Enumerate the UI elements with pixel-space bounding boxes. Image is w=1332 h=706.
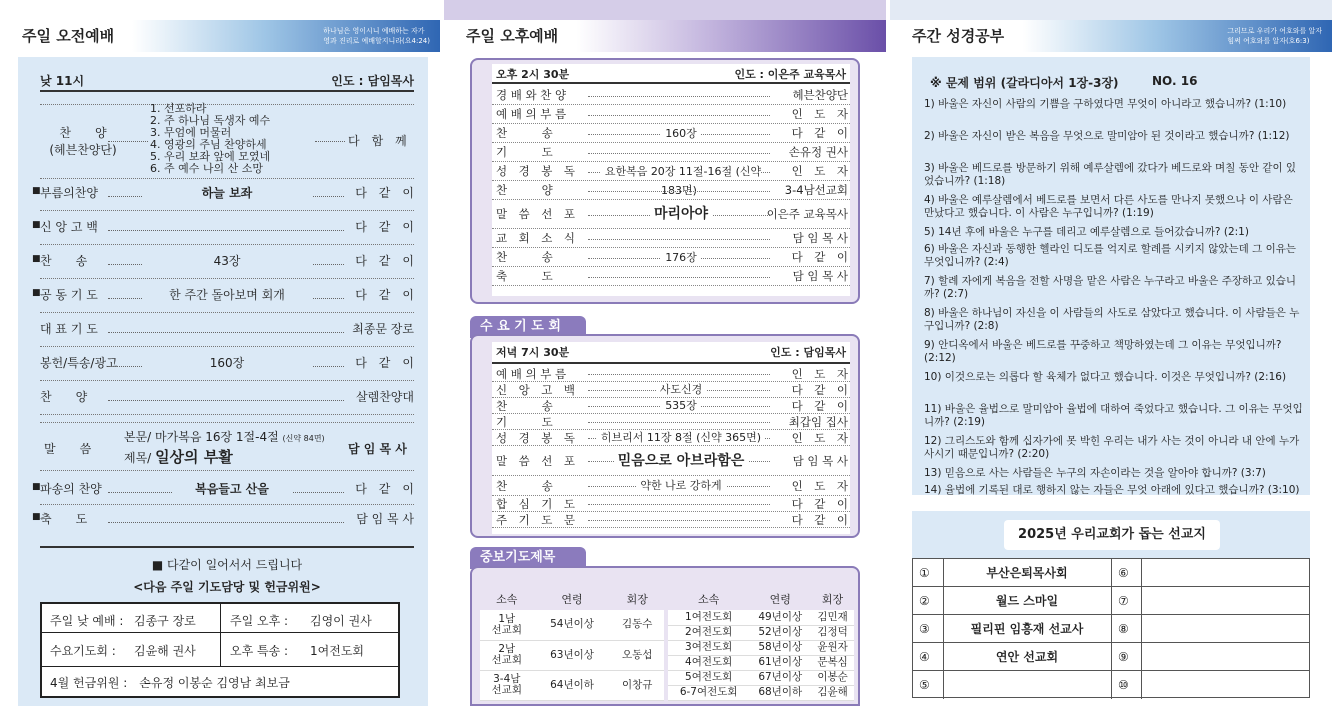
table-header (668, 588, 854, 610)
divider (1111, 559, 1112, 587)
verse: 그리므로 우리가 여호와를 알자 (1227, 27, 1322, 35)
table-cell: 1남 선교회 (480, 610, 534, 640)
mission-row (913, 671, 1309, 699)
wed-tab: 수 요 기 도 회 (470, 316, 586, 338)
divider (40, 210, 414, 211)
table-cell: 오동섭 (610, 640, 664, 670)
row-detail-text: 160장 (661, 127, 701, 140)
table-cell: 64년이하 (534, 670, 611, 700)
item-label: 축 도 (40, 512, 88, 526)
row-by: 헤븐찬양단 (792, 88, 848, 102)
row-label: 축 도 (496, 269, 553, 283)
order-item (32, 252, 416, 272)
mission-number: ⑥ (1118, 566, 1129, 580)
prayer-table-right (668, 588, 854, 701)
page-title: 주일 오후예배 (466, 27, 559, 45)
mission-row (913, 643, 1309, 671)
row-detail-text: 믿음으로 아브라함은 (614, 453, 749, 469)
table-cell: 문복심 (811, 655, 854, 670)
row-label: 교 회 소 식 (496, 231, 575, 245)
row-by: 다 같 이 (791, 513, 848, 527)
order-item (32, 354, 416, 374)
table-cell: 2남 선교회 (480, 640, 534, 670)
question: 2) 바울은 자신이 받은 복음을 무엇으로 말미암아 된 것이라고 했습니까? (1:12) (924, 130, 1290, 142)
question: 11) 바울은 율법으로 말미암아 율법에 대하여 죽었다고 했습니다. 그 이유는 무엇입니까? (2:19) (924, 403, 1303, 428)
table-cell: 김동수 (610, 610, 664, 640)
table-cell: 68년이하 (749, 685, 811, 700)
row-label: 말 씀 선 포 (496, 454, 575, 468)
table-cell: 52년이상 (749, 625, 811, 640)
divider (1111, 587, 1112, 615)
standing-note: ■ 다같이 일어서서 드립니다 (151, 558, 303, 572)
leader-dots (108, 332, 344, 333)
sermon-title-label: 제목/ (124, 451, 152, 465)
divider (1111, 671, 1112, 699)
top-strip (890, 0, 1332, 20)
item-mark: ■ (32, 254, 41, 264)
row-detail-text: 히브리서 11장 8절 (신약 365면) (597, 431, 765, 444)
program-row (492, 124, 850, 143)
table-cell: 3-4남 선교회 (480, 670, 534, 700)
question: 10) 이것으로는 의롭다 할 육체가 없다고 했습니다. 이것은 무엇입니까? (2:16) (924, 371, 1287, 383)
program-row (492, 143, 850, 162)
row-by: 인 도 자 (791, 107, 848, 121)
sermon-title: 일상의 부활 (155, 448, 233, 466)
sermon-page: (신약 84면) (282, 434, 325, 443)
table-cell: 김정덕 (811, 625, 854, 640)
row-detail (592, 476, 770, 496)
row-label: 찬 송 (496, 126, 553, 140)
divider (1141, 671, 1142, 699)
mission-name: 필리핀 임흥재 선교사 (970, 622, 1084, 636)
row-detail-text: 마리아야 (650, 206, 712, 222)
header-study (890, 20, 1332, 52)
table-cell: 이창규 (610, 670, 664, 700)
leader-dots (588, 191, 770, 192)
item-detail: 하늘 보좌 (142, 184, 312, 201)
program-row (492, 414, 850, 430)
praise-song: 2. 주 하나님 독생자 예수 (150, 114, 271, 127)
divider (40, 414, 414, 415)
afternoon-box: 오후 2시 30분 인도 : 이은주 교육목사 경 배 와 찬 양 헤븐찬양단 예 배 의 부 름 인 도 자 찬 송 160장 다 같 이 기 도 손유정 권사 성 경 봉 독 요한복음 20장 11절-16절 (신약 183면) 인 도 자 찬 양 3-4남선교회 말 씀 선 포 마리아야 이은주 교육목사 교 회 소 식 담 임 목 사 찬 송 176장 다 같 이 축 도 담 임 목 사 (470, 58, 860, 304)
table-cell: 2여전도회 (668, 625, 749, 640)
item-by: 담 임 목 사 (356, 512, 414, 526)
row-detail-text: 사도신경 (656, 383, 707, 396)
row-detail (592, 430, 770, 446)
leader-dots (108, 230, 344, 231)
praise-list (150, 103, 270, 175)
item-mark: ■ (32, 186, 41, 196)
row-label: 찬 송 (496, 399, 553, 413)
table-row (480, 640, 664, 670)
item-detail: 복음들고 산을 (172, 480, 292, 497)
order-item (32, 184, 416, 204)
item-mark: ■ (32, 512, 41, 522)
mission-number: ② (919, 594, 930, 608)
row-label: 예 배 의 부 름 (496, 367, 567, 381)
divider (40, 244, 414, 245)
divider (1141, 643, 1142, 671)
mission-number: ⑦ (1118, 594, 1129, 608)
table-row (668, 685, 854, 700)
table-cell: 1여전도회 (668, 610, 749, 625)
table-cell: 54년이상 (534, 610, 611, 640)
question: 7) 할례 자에게 복음을 전할 사명을 맡은 사람은 누구라고 바울은 주장하고 있습니까? (2:7) (924, 275, 1297, 300)
row-label: 기 도 (496, 415, 553, 429)
verse: 힘써 여호와를 알자(호6:3) (1227, 37, 1310, 45)
program-row (492, 181, 850, 200)
leader-dots (108, 400, 344, 401)
item-detail: 43장 (142, 252, 312, 269)
study-number: NO. 16 (1152, 74, 1198, 88)
header-morning (0, 20, 440, 52)
order-item (32, 286, 416, 306)
row-by: 이은주 교육목사 (766, 207, 848, 221)
order-item (32, 510, 416, 530)
row-detail (592, 124, 770, 143)
page-title: 주일 오전예배 (22, 27, 115, 45)
service-time: 낮 11시 (40, 74, 85, 88)
row-detail (592, 446, 770, 476)
row-by: 인 도 자 (791, 479, 848, 493)
question: 6) 바울은 자신과 동행한 헬라인 디도를 억지로 할례를 시키지 않았는데 그 이유는 무엇입니까? (2:4) (924, 243, 1297, 268)
item-label: 찬 송 (40, 254, 88, 268)
program-row (492, 200, 850, 229)
table-row (668, 655, 854, 670)
leader-dots (588, 374, 770, 375)
mission-number: ③ (919, 622, 930, 636)
divider (40, 312, 414, 313)
study-range: ※ 문제 범위 (갈라디아서 1장-3장) (930, 76, 1119, 90)
row-detail (592, 398, 770, 414)
row-label: 기 도 (496, 145, 553, 159)
row-label: 주 기 도 문 (496, 513, 575, 527)
row-by: 인 도 자 (791, 164, 848, 178)
program-row (492, 512, 850, 528)
mission-row (913, 587, 1309, 615)
header-afternoon (444, 20, 886, 52)
program-row (492, 267, 850, 286)
table-row (668, 610, 854, 625)
sermon-text: 본문/ 마가복음 16장 1절-4절 (124, 430, 279, 444)
row-label: 신 앙 고 백 (496, 383, 575, 397)
item-by: 다 같 이 (355, 356, 414, 370)
mission-name: 월드 스마일 (995, 594, 1059, 608)
divider (40, 380, 414, 381)
row-by: 담 임 목 사 (792, 454, 848, 468)
table-cell: 윤원자 (811, 640, 854, 655)
row-label: 예 배 의 부 름 (496, 107, 567, 121)
row-by: 다 같 이 (791, 383, 848, 397)
item-label: 대 표 기 도 (40, 322, 98, 336)
table-cell: 4여전도회 (668, 655, 749, 670)
mission-number: ⑤ (919, 678, 930, 692)
item-label: 봉헌/특송/광고 (40, 356, 118, 370)
verse: 영과 진리로 예배할지니라(요4:24) (323, 37, 430, 45)
row-detail-text: 535장 (661, 399, 701, 412)
divider (1141, 615, 1142, 643)
column-header: 연령 (561, 593, 583, 606)
row-by: 다 같 이 (791, 126, 848, 140)
program-row (492, 430, 850, 446)
table-cell: 5여전도회 (668, 670, 749, 685)
service-leader: 인도 : 담임목사 (331, 74, 414, 88)
mission-number: ⑩ (1118, 678, 1129, 692)
row-label: 성 경 봉 독 (496, 164, 575, 178)
row-label: 찬 송 (496, 479, 553, 493)
program-row (492, 86, 850, 105)
praise-song: 1. 선포하라 (150, 102, 207, 115)
table-header (480, 588, 664, 610)
item-label: 찬 양 (40, 390, 88, 404)
mission-title: 2025년 우리교회가 돕는 선교지 (1004, 520, 1220, 550)
table-cell: 63년이상 (534, 640, 611, 670)
program-row (492, 105, 850, 124)
row-detail-text: 176장 (661, 251, 701, 264)
row-by: 다 같 이 (791, 399, 848, 413)
program-row (492, 496, 850, 512)
duty-table: 주일 낮 예배 : 김종구 장로 주일 오후 : 김영이 권사 수요기도회 : 김윤해 권사 오후 특송 : 1여전도회 4월 헌금위원 : 손유정 이봉순 김영남 최보금 (40, 602, 400, 698)
row-by: 3-4남선교회 (784, 183, 848, 197)
mission-number: ⑧ (1118, 622, 1129, 636)
item-label: 부름의찬양 (40, 186, 98, 200)
table-cell: 61년이상 (749, 655, 811, 670)
question: 1) 바울은 자신이 사람의 기쁨을 구하였다면 무엇이 아니라고 했습니까? (1:10) (924, 98, 1287, 110)
verse: 하나님은 영이시니 예배하는 자가 (323, 27, 425, 35)
question: 4) 바울은 예루살렘에서 베드로를 보면서 다른 사도를 만나지 못했으나 이 사람은 만났다고 했습니다. 이 사람은 누구입니까? (1:19) (924, 194, 1293, 219)
row-by: 인 도 자 (791, 367, 848, 381)
leader-dots (588, 96, 770, 97)
praise-by: 다 함 께 (348, 134, 407, 148)
program-row (492, 476, 850, 496)
row-label: 말 씀 선 포 (496, 207, 575, 221)
leader-dots (108, 522, 344, 523)
leader-dots (588, 277, 770, 278)
item-mark: ■ (32, 288, 41, 298)
row-detail (592, 382, 770, 398)
item-by: 다 같 이 (355, 254, 414, 268)
program-row (492, 382, 850, 398)
order-item (32, 320, 416, 340)
praise-song: 6. 주 예수 나의 산 소망 (150, 162, 263, 175)
item-label: 신 앙 고 백 (40, 220, 98, 234)
divider (1141, 587, 1142, 615)
prayer-table-left (480, 588, 664, 701)
mission-number: ① (919, 566, 930, 580)
program-row (492, 398, 850, 414)
service-time-row (40, 72, 414, 89)
question: 9) 안디옥에서 바울은 베드로를 꾸중하고 책망하였는데 그 이유는 무엇입니까? (2:12) (924, 339, 1282, 364)
column-header: 연령 (769, 593, 791, 606)
table-cell: 김민재 (811, 610, 854, 625)
leader-dots (588, 239, 770, 240)
mission-row (913, 559, 1309, 587)
prayer-box (470, 566, 860, 706)
question: 5) 14년 후에 바울은 누구를 데리고 예루살렘으로 들어갔습니까? (2:1) (924, 226, 1249, 238)
column-header: 회장 (626, 593, 648, 606)
row-label: 찬 송 (496, 250, 553, 264)
row-by: 최갑임 집사 (788, 415, 848, 429)
mission-number: ⑨ (1118, 650, 1129, 664)
order-item (32, 218, 416, 238)
row-label: 성 경 봉 독 (496, 431, 575, 445)
mission-number: ④ (919, 650, 930, 664)
row-by: 다 같 이 (791, 250, 848, 264)
next-duty-title: <다음 주일 기도담당 및 헌금위원> (133, 580, 321, 594)
question: 13) 믿음으로 사는 사람들은 누구의 자손이라는 것을 알아야 합니까? (3:7) (924, 467, 1266, 479)
praise-label: 찬 양 (59, 126, 107, 140)
table-cell: 김윤해 (811, 685, 854, 700)
table-row (668, 640, 854, 655)
praise-song: 4. 영광의 주님 찬양하세 (150, 138, 267, 151)
row-detail (592, 200, 770, 229)
item-label: 공 동 기 도 (40, 288, 98, 302)
item-by: 다 같 이 (355, 482, 414, 496)
item-mark: ■ (32, 482, 41, 492)
wednesday-box: 저녁 7시 30분 인도 : 담임목사 예 배 의 부 름 인 도 자 신 앙 고 백 사도신경 다 같 이 찬 송 535장 다 같 이 기 도 최갑임 집사 성 경 봉 독 히브리서 11장 8절 (신약 365면) 인 도 자 말 씀 선 포 믿음으로 아브라함은 담 임 목 사 찬 송 약한 나로 강하게 인 도 자 합 심 기 도 다 같 이 주 기 도 문 다 같 이 (470, 334, 860, 538)
table-cell: 49년이상 (749, 610, 811, 625)
column-header: 소속 (496, 593, 518, 606)
praise-song: 5. 우리 보좌 앞에 모였네 (150, 150, 271, 163)
page-title: 주간 성경공부 (912, 27, 1005, 45)
praise-sub: (헤븐찬양단) (49, 143, 117, 157)
program-row (492, 366, 850, 382)
prayer-tab: 중보기도제목 (470, 547, 586, 569)
leader-dots (588, 153, 770, 154)
row-by: 담 임 목 사 (792, 269, 848, 283)
divider (1111, 643, 1112, 671)
row-by: 다 같 이 (791, 497, 848, 511)
divider (1141, 559, 1142, 587)
order-item (32, 388, 416, 408)
item-by: 최종문 장로 (352, 322, 414, 336)
table-cell: 3여전도회 (668, 640, 749, 655)
leader-dots (588, 422, 770, 423)
item-by: 다 같 이 (355, 220, 414, 234)
mission-row (913, 615, 1309, 643)
divider (40, 346, 414, 347)
table-cell: 6-7여전도회 (668, 685, 749, 700)
row-detail-text: 약한 나로 강하게 (636, 479, 725, 492)
row-label: 합 심 기 도 (496, 497, 575, 511)
leader-dots (588, 504, 770, 505)
question: 12) 그리스도와 함께 십자가에 못 박힌 우리는 내가 사는 것이 아니라 내 안에 누가 사시기 때문입니까? (2:20) (924, 435, 1300, 460)
divider (1111, 615, 1112, 643)
sermon-label: 말 씀 (44, 442, 92, 456)
program-row (492, 248, 850, 267)
row-label: 경 배 와 찬 양 (496, 88, 567, 102)
divider (943, 671, 944, 699)
praise-song: 3. 무엄에 머물러 (150, 126, 232, 139)
question: 8) 바울은 하나님이 자신을 이 사람들의 사도로 삼았다고 했습니다. 이 사람들은 누구입니까? (2:8) (924, 307, 1300, 332)
question: 14) 율법에 기록된 대로 행하지 않는 자들은 무엇 아래에 있다고 했습니까? (3:10) (924, 484, 1300, 496)
divider (40, 504, 414, 505)
table-cell: 67년이상 (749, 670, 811, 685)
row-detail (592, 248, 770, 267)
item-by: 다 같 이 (355, 186, 414, 200)
top-strip (444, 0, 886, 20)
row-by: 인 도 자 (791, 431, 848, 445)
column-header: 회장 (821, 593, 844, 606)
row-by: 손유정 권사 (788, 145, 848, 159)
mission-table (912, 558, 1310, 698)
leader-dots (588, 520, 770, 521)
row-by: 담 임 목 사 (792, 231, 848, 245)
order-item (32, 480, 416, 500)
sermon-by: 담 임 목 사 (348, 442, 407, 456)
offering-members: 4월 헌금위원 : 손유정 이봉순 김영남 최보금 (50, 676, 290, 690)
table-row (480, 670, 664, 700)
table-cell: 58년이상 (749, 640, 811, 655)
item-by: 다 같 이 (355, 288, 414, 302)
item-by: 살렘찬양대 (356, 390, 414, 404)
row-label: 찬 양 (496, 183, 553, 197)
leader-dots (588, 115, 770, 116)
table-cell: 이봉순 (811, 670, 854, 685)
item-mark: ■ (32, 220, 41, 230)
item-label: 파송의 찬양 (40, 482, 102, 496)
program-row (492, 229, 850, 248)
table-row (668, 670, 854, 685)
table-row (480, 610, 664, 640)
mission-name: 연안 선교회 (995, 650, 1059, 664)
row-detail-text: 요한복음 20장 11절-16절 (신약 183면) (601, 165, 761, 197)
column-header: 소속 (698, 593, 720, 606)
table-row (668, 625, 854, 640)
question: 3) 바울은 베드로를 방문하기 위해 예루살렘에 갔다가 베드로와 며칠 동안 같이 있었습니까? (1:18) (924, 162, 1297, 187)
program-row (492, 446, 850, 476)
mission-name: 부산은퇴목사회 (986, 566, 1068, 580)
divider (40, 278, 414, 279)
item-detail: 한 주간 돌아보며 회개 (142, 286, 312, 303)
item-detail: 160장 (142, 354, 312, 371)
